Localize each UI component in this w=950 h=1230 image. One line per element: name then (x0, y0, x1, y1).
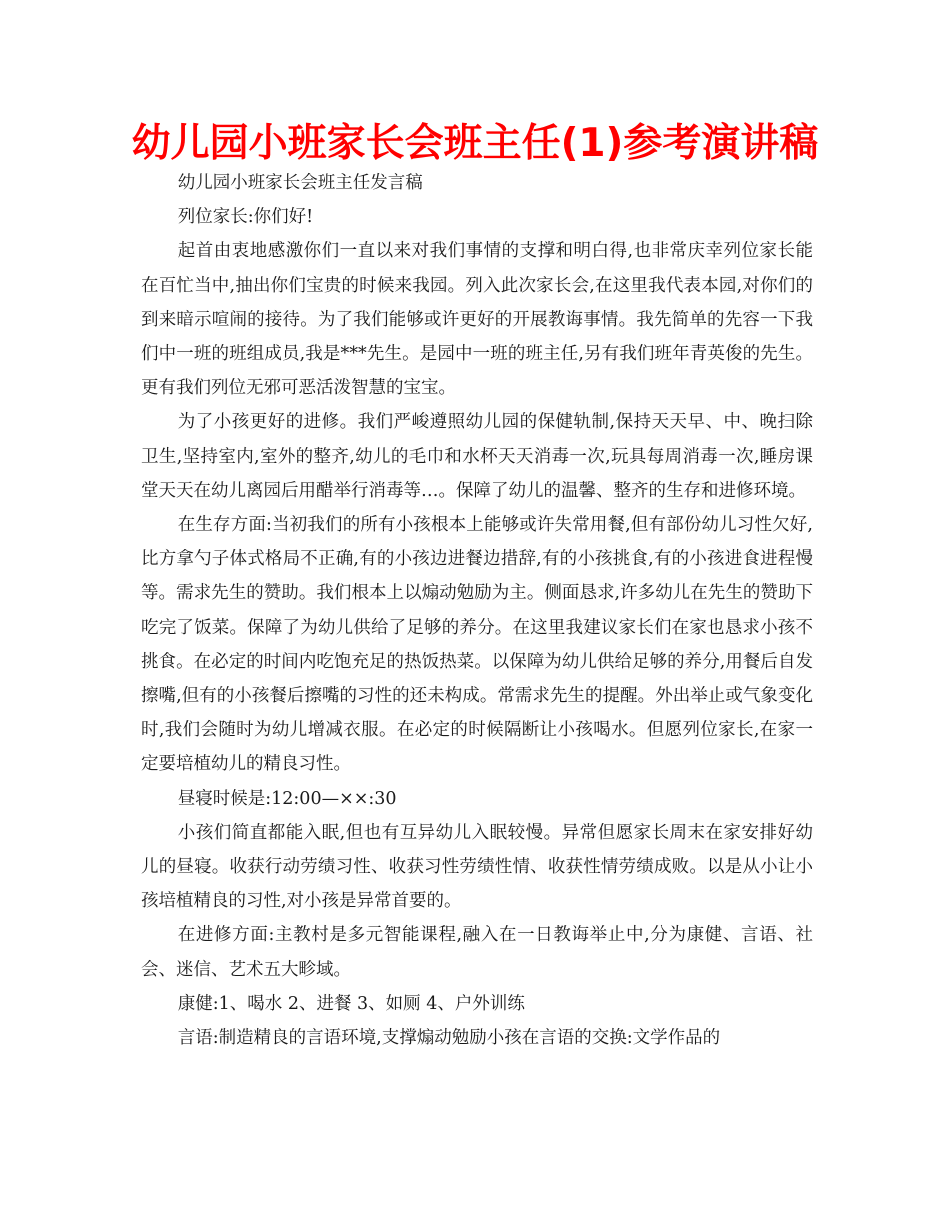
paragraph-greeting: 列位家长:你们好! (177, 207, 314, 228)
paragraph-language: 言语:制造精良的言语环境,支撑煽动勉励小孩在言语的交换:文学作品的 (177, 1028, 721, 1049)
paragraph-introduction: 起首由衷地感激你们一直以来对我们事情的支撑和明白得,也非常庆幸列位家长能在百忙当中,抽出你们宝贵的时候来我园。列入此次家长会,在这里我代表本园,对你们的到来暗示喧闹的接待。为了我们能够或许更好的开展教诲事情。我先简单的先容一下我们中一班的班组成员,我是***先生。是园中一班的班主任,另有我们班年青英俊的先生。更有我们列位无邪可恶活泼智慧的宝宝。 (141, 241, 813, 399)
paragraph-learning: 在进修方面:主教村是多元智能课程,融入在一日教诲举止中,分为康健、言语、社会、迷信、艺术五大畛域。 (141, 925, 813, 980)
paragraph-nap-time: 昼寝时候是:12:00—××:30 (177, 788, 397, 809)
document-body (141, 166, 813, 1055)
paragraph-subtitle: 幼儿园小班家长会班主任发言稿 (177, 173, 423, 193)
paragraph-nap-habits: 小孩们简直都能入眠,但也有互异幼儿入眠较慢。异常但愿家长周末在家安排好幼儿的昼寝。收获行动劳绩习性、收获习性劳绩性情、收获性情劳绩成败。以是从小让小孩培植精良的习性,对小孩是异常首要的。 (141, 822, 813, 912)
paragraph-daily-life: 在生存方面:当初我们的所有小孩根本上能够或许失常用餐,但有部份幼儿习性欠好,比方拿勺子体式格局不正确,有的小孩边进餐边措辞,有的小孩挑食,有的小孩进食进程慢等。需求先生的赞助。我们根本上以煽动勉励为主。侧面恳求,许多幼儿在先生的赞助下吃完了饭菜。保障了为幼儿供给了足够的养分。在这里我建议家长们在家也恳求小孩不挑食。在必定的时间内吃饱充足的热饭热菜。以保障为幼儿供给足够的养分,用餐后自发擦嘴,但有的小孩餐后擦嘴的习性的还未构成。常需求先生的提醒。外出举止或气象变化时,我们会随时为幼儿增减衣服。在必定的时候隔断让小孩喝水。但愿列位家长,在家一定要培植幼儿的精良习性。 (141, 515, 813, 775)
document-title: 幼儿园小班家长会班主任(1)参考演讲稿 (131, 121, 819, 166)
paragraph-health: 康健:1、喝水 2、进餐 3、如厕 4、户外训练 (177, 993, 525, 1014)
paragraph-hygiene: 为了小孩更好的进修。我们严峻遵照幼儿园的保健轨制,保持天天早、中、晚扫除卫生,坚持室内,室外的整齐,幼儿的毛巾和水杯天天消毒一次,玩具每周消毒一次,睡房课堂天天在幼儿离园后用醋举行消毒等…。保障了幼儿的温馨、整齐的生存和进修环境。 (141, 412, 813, 501)
